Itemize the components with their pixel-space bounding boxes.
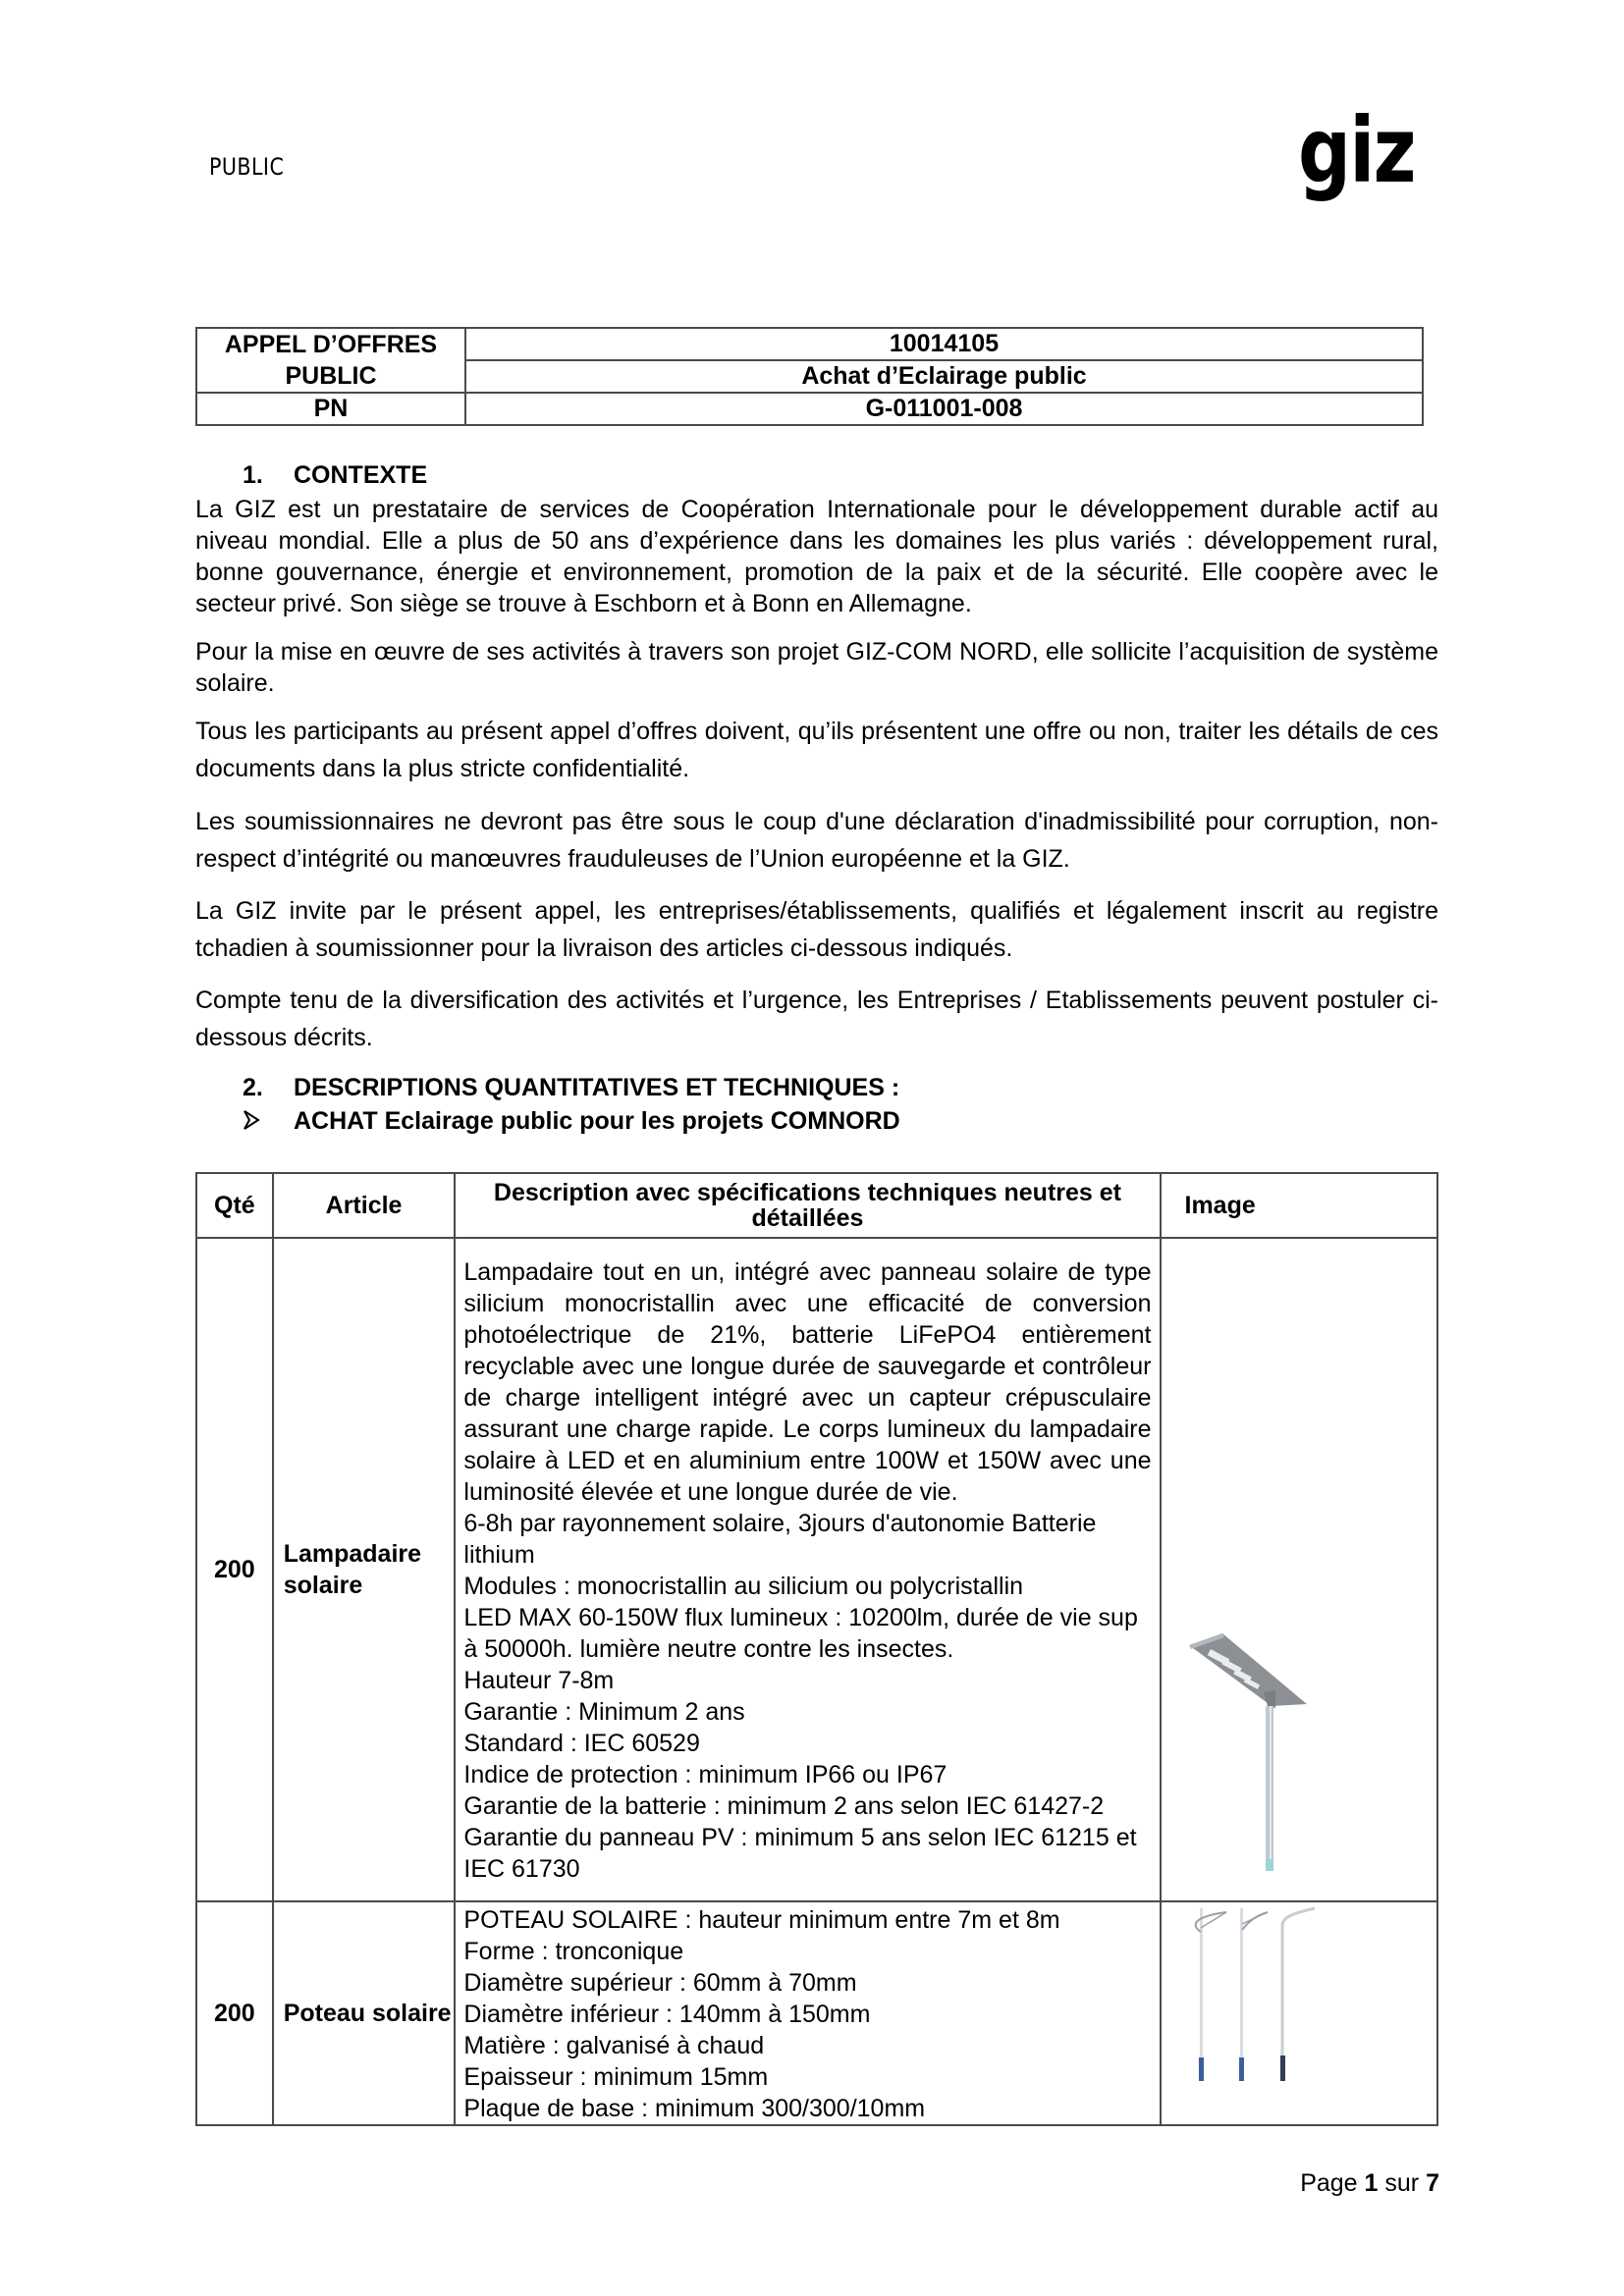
description-paragraph: Lampadaire tout en un, intégré avec panneau solaire de type silicium monocristallin avec une efficacité de conversion photoélectrique de 21%, batterie LiFePO4 entièrement recyclable avec une longue durée de sauvegarde et contrôleur de charge intelligent intégré avec un capteur crépusculaire assurant une charge rapide. Le corps lumineux du lampadaire solaire à LED et en aluminium entre 100W et 150W avec une luminosité élevée et une longue durée de vie.: [463, 1258, 1152, 1506]
row-description: [455, 1901, 1160, 2125]
spec-line: LED MAX 60-150W flux lumineux : 10200lm, durée de vie sup à 50000h. lumière neutre contre les insectes.: [463, 1604, 1138, 1663]
row-description: [455, 1238, 1160, 1901]
page-prefix: Page: [1300, 2169, 1358, 2197]
table-row: [196, 1901, 1437, 2125]
bullet-text: ACHAT Eclairage public pour les projets COMNORD: [294, 1107, 900, 1135]
section-heading-descriptions: [243, 1074, 899, 1102]
section-number: 2.: [243, 1074, 263, 1101]
tender-info-table: [195, 327, 1424, 426]
spec-line: 6-8h par rayonnement solaire, 3jours d'autonomie Batterie lithium: [463, 1510, 1097, 1569]
solar-poles-icon: [1162, 1902, 1415, 2099]
spec-line: POTEAU SOLAIRE : hauteur minimum entre 7m et 8m: [463, 1906, 1060, 1934]
pn-value: G-011001-008: [465, 393, 1423, 425]
page-total: 7: [1426, 2169, 1439, 2197]
spec-line: Forme : tronconique: [463, 1938, 684, 1965]
spec-line: Hauteur 7-8m: [463, 1667, 615, 1694]
spec-line: Diamètre supérieur : 60mm à 70mm: [463, 1969, 857, 1997]
paragraph-urgency: Compte tenu de la diversification des activités et l’urgence, les Entreprises / Etablissements peuvent postuler ci-dessous décrits.: [195, 987, 1438, 1051]
paragraph-invitation: La GIZ invite par le présent appel, les entreprises/établissements, qualifiés et légalement inscrit au registre tchadien à soumissionner pour la livraison des articles ci-dessous indiqués.: [195, 897, 1438, 962]
page-sep: sur: [1384, 2169, 1420, 2197]
product-table: [195, 1172, 1438, 2126]
table-row: [196, 1238, 1437, 1901]
spec-line: Diamètre inférieur : 140mm à 150mm: [463, 2001, 871, 2028]
tender-type-label: APPEL D’OFFRES: [196, 328, 465, 360]
header-description: Description avec spécifications techniques neutres et détaillées: [455, 1173, 1160, 1238]
paragraph-confidentiality: Tous les participants au présent appel d’offres doivent, qu’ils présentent une offre ou non, traiter les détails de ces documents dans la plus stricte confidentialité.: [195, 718, 1438, 782]
solar-poles-image: [1161, 1901, 1438, 2125]
spec-line: Plaque de base : minimum 300/300/10mm: [463, 2095, 926, 2122]
giz-logo: giz: [1298, 98, 1415, 203]
solar-street-lamp-image: [1161, 1238, 1438, 1901]
section-heading-contexte: [243, 461, 427, 490]
spec-line: Matière : galvanisé à chaud: [463, 2032, 765, 2059]
section-title: DESCRIPTIONS QUANTITATIVES ET TECHNIQUES :: [294, 1074, 900, 1101]
solar-street-lamp-icon: [1162, 1576, 1415, 1900]
arrowhead-bullet-icon: [243, 1107, 294, 1136]
tender-type-label-cont: PUBLIC: [196, 360, 465, 393]
spec-line: Epaisseur : minimum 15mm: [463, 2063, 769, 2091]
row-article: Lampadaire solaire: [273, 1238, 456, 1901]
paragraph-intro: La GIZ est un prestataire de services de Coopération Internationale pour le développement durable actif au niveau mondial. Elle a plus de 50 ans d’expérience dans les domaines les plus variés : développement rural, bonne gouvernance, énergie et environnement, promotion de la paix et de la sécurité. Elle coopère avec le secteur privé. Son siège se trouve à Eschborn et à Bonn en Allemagne.: [195, 496, 1438, 617]
spec-line: Modules : monocristallin au silicium ou polycristallin: [463, 1573, 1024, 1600]
row-qty: 200: [196, 1901, 273, 2125]
classification-label: PUBLIC: [209, 153, 285, 181]
spec-line: Garantie : Minimum 2 ans: [463, 1698, 745, 1726]
page-current: 1: [1364, 2169, 1379, 2197]
bullet-item: [243, 1107, 900, 1136]
paragraph-project: Pour la mise en œuvre de ses activités à travers son projet GIZ-COM NORD, elle sollicite l’acquisition de système solaire.: [195, 638, 1438, 697]
paragraph-eligibility: Les soumissionnaires ne devront pas être sous le coup d'une déclaration d'inadmissibilité pour corruption, non-respect d’intégrité ou manœuvres frauduleuses de l’Union européenne et la GIZ.: [195, 808, 1438, 873]
spec-line: Indice de protection : minimum IP66 ou IP67: [463, 1761, 947, 1789]
tender-reference: 10014105: [465, 328, 1423, 360]
pn-label: PN: [196, 393, 465, 425]
spec-line: Garantie de la batterie : minimum 2 ans selon IEC 61427-2: [463, 1792, 1105, 1820]
header-article: Article: [273, 1173, 456, 1238]
row-article: Poteau solaire: [273, 1901, 456, 2125]
row-qty: 200: [196, 1238, 273, 1901]
page-number: [1300, 2169, 1439, 2198]
spec-line: Garantie du panneau PV : minimum 5 ans selon IEC 61215 et IEC 61730: [463, 1824, 1137, 1883]
spec-line: Standard : IEC 60529: [463, 1730, 700, 1757]
section-title: CONTEXTE: [294, 461, 428, 489]
section-number: 1.: [243, 461, 263, 489]
header-qty: Qté: [196, 1173, 273, 1238]
tender-subject: Achat d’Eclairage public: [465, 360, 1423, 393]
header-image: Image: [1161, 1173, 1438, 1238]
